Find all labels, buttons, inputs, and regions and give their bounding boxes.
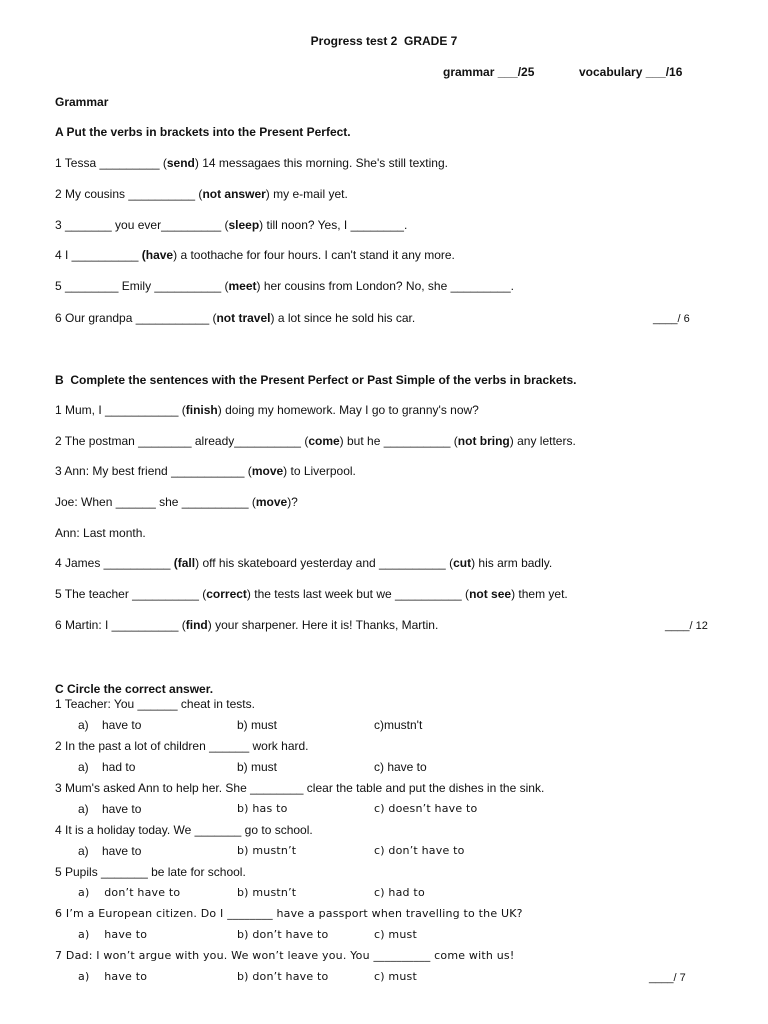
sentence-text: ) but he __________ ( <box>339 434 458 448</box>
sentence-text: ) doing my homework. May I go to granny's now? <box>217 403 479 417</box>
verb-cue: (fall <box>173 556 196 570</box>
section-a-item-5 <box>55 279 514 293</box>
grammar-score: grammar ___/25 <box>443 65 535 79</box>
question-1-option-c[interactable]: c)mustn't <box>374 718 423 732</box>
sentence-text: 1 Mum, I ___________ ( <box>55 403 186 417</box>
section-b-item-8 <box>55 618 438 632</box>
sentence-text: ) your sharpener. Here it is! Thanks, Martin. <box>207 618 439 632</box>
question-4-option-b[interactable]: b) mustn’t <box>237 844 297 857</box>
sentence-text: 6 Our grandpa ___________ ( <box>55 311 217 325</box>
question-2-option-b[interactable]: b) must <box>237 760 278 774</box>
sentence-text: 1 Tessa _________ ( <box>55 156 167 170</box>
question-7-option-a[interactable]: a) have to <box>78 970 148 983</box>
section-c-score: ____/ 7 <box>649 972 686 984</box>
section-a-item-2 <box>55 187 348 201</box>
verb-cue: not bring <box>457 434 510 448</box>
question-6-option-c[interactable]: c) must <box>374 928 417 941</box>
verb-cue: not see <box>469 587 512 601</box>
question-4: 4 It is a holiday today. We _______ go to school. <box>55 823 313 837</box>
verb-cue: correct <box>206 587 247 601</box>
verb-cue: (have <box>141 248 174 262</box>
section-c-instruction: C Circle the correct answer. <box>55 682 214 696</box>
sentence-text: ) to Liverpool. <box>283 464 356 478</box>
verb-cue: come <box>308 434 340 448</box>
section-a-instruction: A Put the verbs in brackets into the Present Perfect. <box>55 125 351 139</box>
question-3-option-a[interactable]: a) have to <box>78 802 142 816</box>
sentence-text: ) the tests last week but we __________ ( <box>246 587 470 601</box>
question-3-option-c[interactable]: c) doesn’t have to <box>374 802 478 815</box>
question-2-option-a[interactable]: a) had to <box>78 760 136 774</box>
verb-cue: move <box>255 495 288 509</box>
question-7-option-c[interactable]: c) must <box>374 970 417 983</box>
question-3-option-b[interactable]: b) has to <box>237 802 288 815</box>
section-a-score: ____/ 6 <box>653 313 690 325</box>
sentence-text: ) her cousins from London? No, she _________. <box>256 279 514 293</box>
section-a-item-3 <box>55 218 407 232</box>
question-6-option-a[interactable]: a) have to <box>78 928 148 941</box>
section-b-instruction: B Complete the sentences with the Present Perfect or Past Simple of the verbs in brackets. <box>55 373 577 387</box>
question-4-option-c[interactable]: c) don’t have to <box>374 844 465 857</box>
verb-cue: not travel <box>216 311 271 325</box>
verb-cue: not answer <box>202 187 266 201</box>
question-7-option-b[interactable]: b) don’t have to <box>237 970 329 983</box>
question-2-option-c[interactable]: c) have to <box>374 760 427 774</box>
verb-cue: finish <box>185 403 218 417</box>
sentence-text: ) his arm badly. <box>471 556 553 570</box>
sentence-text: 3 _______ you ever_________ ( <box>55 218 229 232</box>
question-5-option-c[interactable]: c) had to <box>374 886 425 899</box>
question-3: 3 Mum's asked Ann to help her. She ________ clear the table and put the dishes in the sink. <box>55 781 545 795</box>
verb-cue: sleep <box>228 218 260 232</box>
verb-cue: cut <box>453 556 472 570</box>
sentence-text: 2 The postman ________ already__________ ( <box>55 434 309 448</box>
question-5-option-b[interactable]: b) mustn’t <box>237 886 297 899</box>
sentence-text: ) my e-mail yet. <box>265 187 348 201</box>
sentence-text: 2 My cousins __________ ( <box>55 187 203 201</box>
sentence-text: 5 The teacher __________ ( <box>55 587 207 601</box>
sentence-text: ) till noon? Yes, I ________. <box>259 218 408 232</box>
section-b-item-6 <box>55 556 552 570</box>
section-b-item-7 <box>55 587 568 601</box>
section-b-item-3 <box>55 464 356 478</box>
verb-cue: send <box>166 156 195 170</box>
sentence-text: ) a toothache for four hours. I can't stand it any more. <box>173 248 455 262</box>
section-b-item-1 <box>55 403 479 417</box>
question-6-option-b[interactable]: b) don’t have to <box>237 928 329 941</box>
vocabulary-score: vocabulary ___/16 <box>579 65 683 79</box>
verb-cue: meet <box>228 279 257 293</box>
question-4-option-a[interactable]: a) have to <box>78 844 142 858</box>
section-a-item-1 <box>55 156 448 170</box>
question-1-option-b[interactable]: b) must <box>237 718 278 732</box>
sentence-text: )? <box>287 495 298 509</box>
section-b-score: ____/ 12 <box>665 620 708 632</box>
sentence-text: 4 James __________ <box>55 556 174 570</box>
question-7: 7 Dad: I won’t argue with you. We won’t leave you. You __________ come with us! <box>55 949 515 962</box>
question-1-option-a[interactable]: a) have to <box>78 718 142 732</box>
section-b-item-2 <box>55 434 576 448</box>
section-a-item-6 <box>55 311 415 325</box>
verb-cue: move <box>251 464 284 478</box>
sentence-text: ) any letters. <box>509 434 576 448</box>
question-5-option-a[interactable]: a) don’t have to <box>78 886 181 899</box>
verb-cue: find <box>185 618 208 632</box>
question-1: 1 Teacher: You ______ cheat in tests. <box>55 697 255 711</box>
section-b-item-4 <box>55 495 298 509</box>
question-6: 6 I’m a European citizen. Do I ________ have a passport when travelling to the UK? <box>55 907 523 920</box>
sentence-text: 6 Martin: I __________ ( <box>55 618 186 632</box>
question-2: 2 In the past a lot of children ______ work hard. <box>55 739 309 753</box>
section-b-item-5 <box>55 526 146 540</box>
sentence-text: ) 14 messagaes this morning. She's still texting. <box>194 156 448 170</box>
sentence-text: 4 I __________ <box>55 248 142 262</box>
sentence-text: ) off his skateboard yesterday and __________ ( <box>195 556 454 570</box>
sentence-text: 3 Ann: My best friend ___________ ( <box>55 464 252 478</box>
question-5: 5 Pupils _______ be late for school. <box>55 865 246 879</box>
sentence-text: 5 ________ Emily __________ ( <box>55 279 229 293</box>
section-heading-grammar: Grammar <box>55 95 109 109</box>
sentence-text: ) them yet. <box>511 587 568 601</box>
sentence-text: Ann: Last month. <box>55 526 146 540</box>
section-a-item-4 <box>55 248 455 262</box>
page-title: Progress test 2 GRADE 7 <box>310 34 458 48</box>
sentence-text: ) a lot since he sold his car. <box>270 311 416 325</box>
sentence-text: Joe: When ______ she __________ ( <box>55 495 256 509</box>
